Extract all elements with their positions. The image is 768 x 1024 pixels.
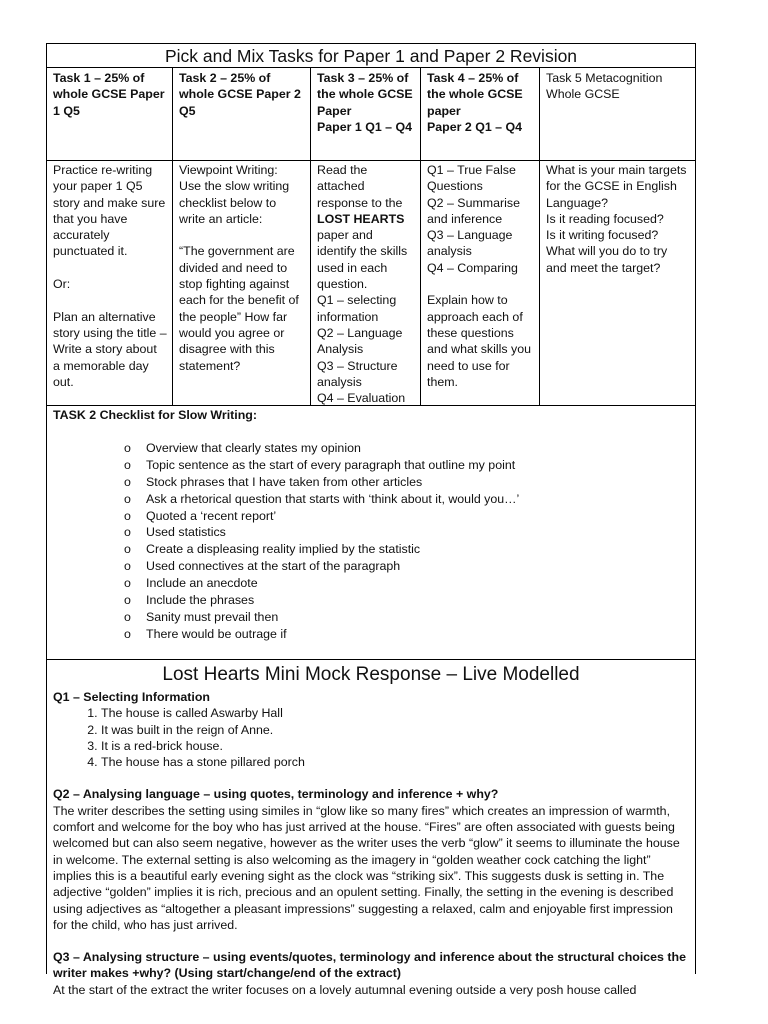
list-item: 1. The house is called Aswarby Hall: [101, 705, 689, 721]
task-3-body-rest: paper and identify the skills used in each question. Q1 – selecting information Q2 – Language Analysis Q3 – Structure analysis Q4 – Evaluation: [317, 228, 408, 406]
q3-heading: Q3 – Analysing structure – using events/quotes, terminology and inference about the structural choices the writer makes +why? (Using start/change/end of the extract): [53, 950, 686, 981]
bullet-icon: o: [124, 559, 131, 574]
bullet-icon: o: [124, 474, 131, 489]
worksheet-page: [46, 43, 696, 997]
list-item: 4. The house has a stone pillared porch: [101, 754, 689, 770]
checklist-item: o Used statistics: [124, 525, 226, 540]
task-1-body: Practice re-writing your paper 1 Q5 story and make sure that you have accurately punctuated it. Or: Plan an alternative story using the title – Write a story about a memorable day out.: [47, 161, 173, 405]
task-3-lost-hearts: LOST HEARTS: [317, 211, 405, 226]
task-2-header: Task 2 – 25% of whole GCSE Paper 2 Q5: [173, 68, 311, 161]
bullet-icon: o: [124, 491, 131, 506]
checklist-item: o Topic sentence as the start of every paragraph that outline my point: [124, 457, 516, 472]
checklist-list: [53, 440, 689, 643]
task-3-body-intro: Read the attached response to the: [317, 163, 403, 210]
task-1-header: Task 1 – 25% of whole GCSE Paper 1 Q5: [47, 68, 173, 161]
bullet-icon: o: [124, 457, 131, 472]
q2-answer: The writer describes the setting using similes in “glow like so many fires” which creates an impression of warmth, comfort and welcome for the boy who has just arrived at the house. “Fires” are often associated with guests being welcomed but can also seem negative, however as the writer uses the verb “glow” it seems to illuminate the house in welcome. The external setting is also welcoming as the imagery in “golden weather cock catching the light” implies this is a beautiful early evening sight as the clock was “striking six”. This suggests dusk is setting in. The adjective “golden” implies it is rich, precious and an opulent setting. Finally, the setting in the evening is described using adjectives as “altogether a pleasant impressions” suggesting a relaxed, calm and enjoyable first impression for the child, who has just arrived.: [53, 803, 680, 932]
q3-answer: At the start of the extract the writer focuses on a lovely autumnal evening outside a very posh house called: [53, 982, 637, 997]
checklist-item: o Stock phrases that I have taken from other articles: [124, 474, 423, 489]
bullet-icon: o: [124, 525, 131, 540]
slow-writing-checklist: [47, 407, 695, 660]
page-title: Pick and Mix Tasks for Paper 1 and Paper 2 Revision: [47, 44, 695, 68]
bullet-icon: o: [124, 626, 131, 641]
bullet-icon: o: [124, 593, 131, 608]
bullet-icon: o: [124, 440, 131, 455]
checklist-item: o There would be outrage if: [124, 626, 287, 641]
checklist-item: o Ask a rhetorical question that starts with ‘think about it, would you…’: [124, 491, 520, 506]
task-4-header: Task 4 – 25% of the whole GCSE paper Paper 2 Q1 – Q4: [421, 68, 540, 161]
checklist-item: o Include the phrases: [124, 593, 255, 608]
task-5-body: What is your main targets for the GCSE in English Language? Is it reading focused? Is it writing focused? What will you do to try and meet the target?: [546, 163, 687, 275]
task-3-header: Task 3 – 25% of the whole GCSE Paper Paper 1 Q1 – Q4: [311, 68, 421, 161]
q1-answer-list: [53, 705, 689, 770]
list-item: 2. It was built in the reign of Anne.: [101, 722, 689, 738]
checklist-item: o Sanity must prevail then: [124, 609, 279, 624]
task-2-body: Viewpoint Writing: Use the slow writing checklist below to write an article: “The government are divided and need to stop fighting against each for the benefit of the people” How far would you agree or disagree with this statement?: [173, 161, 311, 405]
bullet-icon: o: [124, 508, 131, 523]
checklist-title: TASK 2 Checklist for Slow Writing:: [53, 408, 258, 422]
response-title: Lost Hearts Mini Mock Response – Live Modelled: [162, 664, 580, 685]
checklist-item: o Used connectives at the start of the paragraph: [124, 559, 401, 574]
q2-heading: Q2 – Analysing language – using quotes, terminology and inference + why?: [53, 787, 499, 802]
mock-response-section: [47, 661, 695, 998]
bullet-icon: o: [124, 609, 131, 624]
task-table: [47, 68, 695, 406]
bullet-icon: o: [124, 576, 131, 591]
checklist-item: o Overview that clearly states my opinion: [124, 440, 361, 455]
q1-heading: Q1 – Selecting Information: [53, 690, 210, 704]
checklist-item: o Quoted a ‘recent report’: [124, 508, 277, 523]
list-item: 3. It is a red-brick house.: [101, 738, 689, 754]
task-4-body: Q1 – True False Questions Q2 – Summarise and inference Q3 – Language analysis Q4 – Comparing Explain how to approach each of these questions and what skills you need to use for them.: [421, 161, 540, 405]
bullet-icon: o: [124, 542, 131, 557]
checklist-item: o Create a displeasing reality implied by the statistic: [124, 542, 421, 557]
task-5-header: Task 5 Metacognition Whole GCSE: [540, 68, 695, 161]
checklist-item: o Include an anecdote: [124, 576, 258, 591]
task-3-body: [311, 161, 421, 405]
